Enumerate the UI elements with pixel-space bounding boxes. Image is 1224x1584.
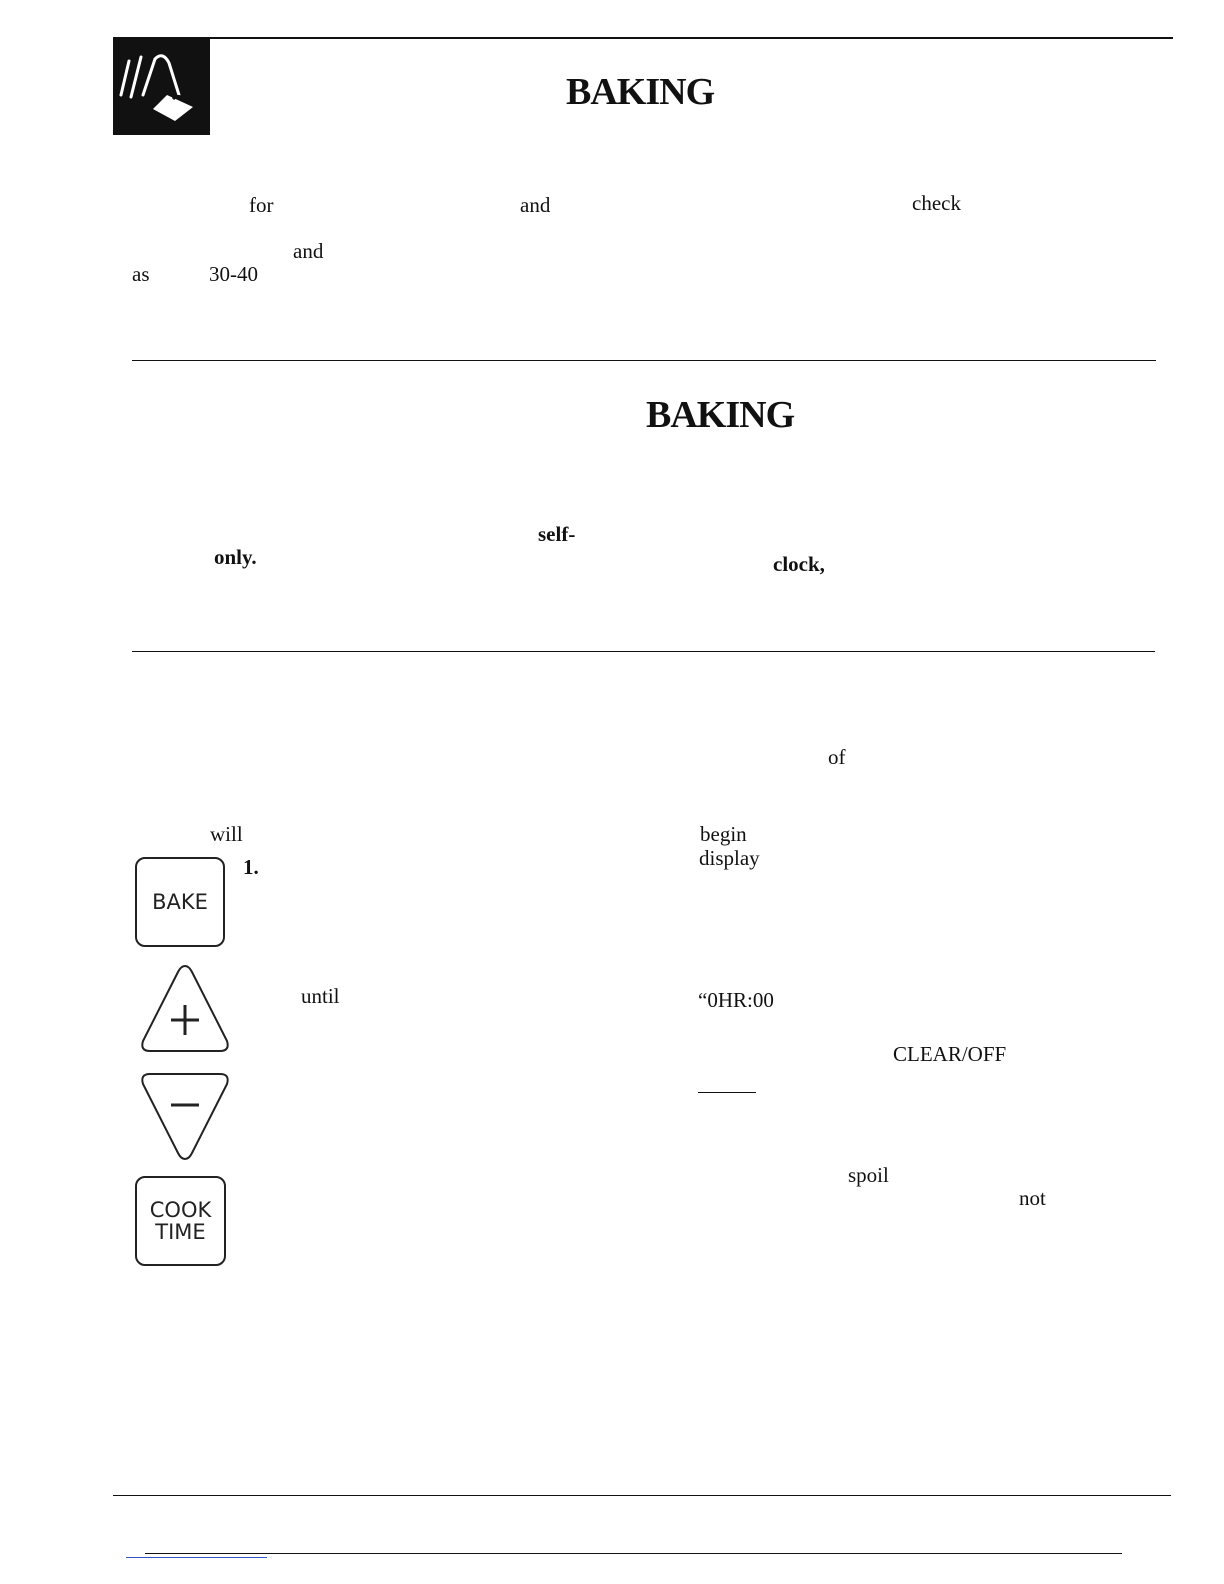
section3-word-begin: begin [700,822,747,846]
section3-word-not: not [1019,1186,1046,1210]
section3-word-will: will [210,822,243,846]
cook-time-key-label [150,1199,212,1243]
display-readout: “0HR:00 [698,988,774,1012]
section2-word-only: only. [214,545,257,569]
intro-word-as: as [132,262,150,286]
footer-rule [113,1495,1171,1496]
section-title: BAKING [646,394,795,436]
footer-rule-thin [145,1553,1122,1554]
bake-key[interactable] [135,857,225,947]
section3-word-spoil: spoil [848,1163,889,1187]
minus-arrow-down-icon[interactable] [138,1070,232,1162]
section3-word-until: until [301,984,340,1008]
cook-time-key[interactable] [135,1176,226,1266]
section3-word-clearoff: CLEAR/OFF [893,1042,1007,1066]
bake-key-label: BAKE [152,890,208,914]
intro-range: 30-40 [209,262,258,286]
header-top-rule [113,37,1173,39]
section3-word-display: display [699,846,760,870]
section3-word-of: of [828,745,846,769]
section-divider-2 [132,651,1155,652]
intro-word-and-2: and [293,239,324,263]
footer-link-underline[interactable] [126,1557,267,1558]
section-divider-1 [132,360,1156,361]
underline-mark [698,1092,756,1093]
section2-word-self: self- [538,522,576,546]
cook-time-line-2: TIME [155,1220,206,1244]
page-title: BAKING [566,71,715,113]
intro-word-and: and [520,193,551,217]
intro-word-check: check [912,191,961,215]
intro-word-for: for [249,193,274,217]
plus-arrow-up-icon[interactable] [138,963,232,1055]
cook-time-line-1: COOK [149,1198,212,1222]
step-number-1: 1. [243,855,259,879]
hand-pressing-button-icon [113,37,210,135]
section2-word-clock: clock, [773,552,825,576]
